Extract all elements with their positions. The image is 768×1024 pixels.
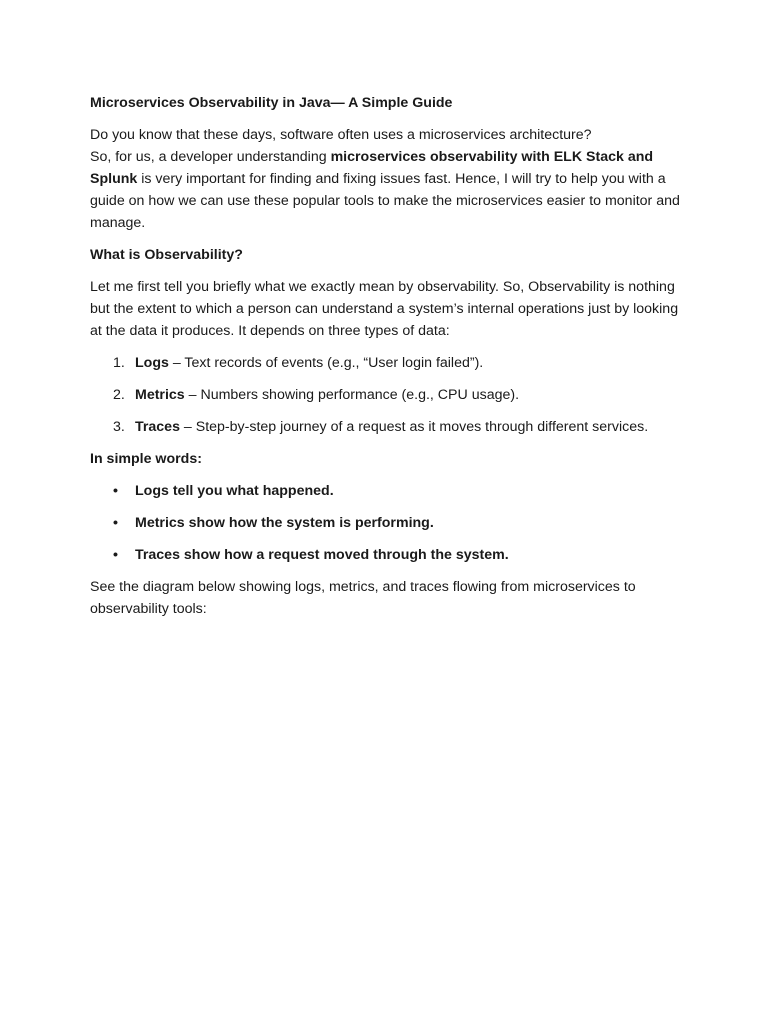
summary-heading: In simple words: — [90, 451, 202, 467]
closing-paragraph: See the diagram below showing logs, metrics, and traces flowing from microservices to observability tools: — [90, 579, 636, 617]
bullet-icon: • — [113, 547, 118, 563]
list-desc: – Numbers showing performance (e.g., CPU usage). — [184, 387, 520, 403]
data-types-list — [90, 352, 690, 438]
summary-list — [90, 480, 690, 566]
intro-line-1: Do you know that these days, software often uses a microservices architecture? — [90, 127, 592, 143]
list-desc: – Step-by-step journey of a request as it moves through different services. — [179, 419, 649, 435]
list-item — [90, 544, 690, 566]
list-item — [90, 384, 690, 406]
summary-text: Metrics show how the system is performing. — [135, 515, 434, 531]
list-number: 1. — [113, 355, 125, 371]
intro-line-2-suffix: is very important for finding and fixing issues fast. Hence, I will try to help you with a guide on how we can use these popular tools to make the microservices easier to monitor and manage. — [90, 171, 680, 231]
intro-line-2-bold: microservices observability with ELK Stack and Splunk — [90, 149, 654, 187]
bullet-icon: • — [113, 515, 118, 531]
intro-line-2-prefix: So, for us, a developer understanding — [90, 149, 331, 165]
document-page — [90, 92, 690, 630]
document-title: Microservices Observability in Java— A Simple Guide — [90, 95, 453, 111]
section-heading: What is Observability? — [90, 247, 243, 263]
list-item — [90, 352, 690, 374]
list-item — [90, 480, 690, 502]
summary-text: Traces show how a request moved through the system. — [135, 547, 509, 563]
definition-paragraph: Let me first tell you briefly what we exactly mean by observability. So, Observability is nothing but the extent to which a person can understand a system’s internal operations just by looking at the data it produces. It depends on three types of data: — [90, 279, 679, 339]
list-number: 3. — [113, 419, 125, 435]
list-term: Logs — [135, 355, 169, 371]
list-desc: – Text records of events (e.g., “User login failed”). — [168, 355, 484, 371]
list-term: Traces — [135, 419, 180, 435]
list-term: Metrics — [135, 387, 185, 403]
summary-text: Logs tell you what happened. — [135, 483, 334, 499]
list-item — [90, 512, 690, 534]
list-item — [90, 416, 690, 438]
intro-paragraph — [90, 124, 690, 234]
bullet-icon: • — [113, 483, 118, 499]
list-number: 2. — [113, 387, 125, 403]
